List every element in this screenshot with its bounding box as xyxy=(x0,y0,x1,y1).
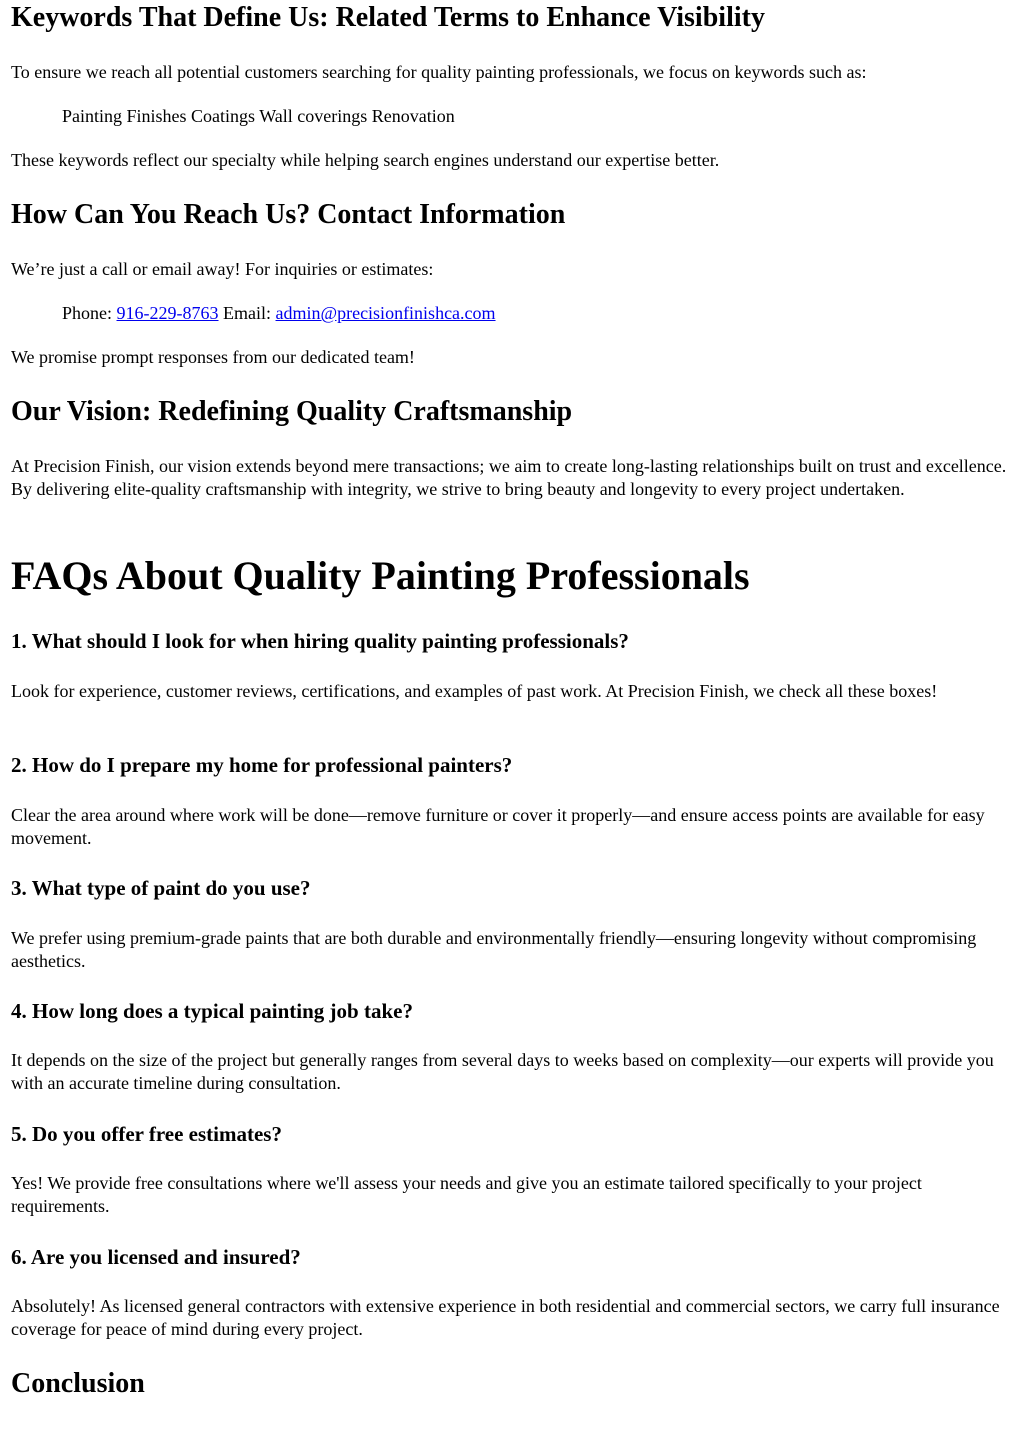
faq-answer-1: Look for experience, customer reviews, certifications, and examples of past work. At Precision Finish, we check all these boxes! xyxy=(11,681,938,701)
keywords-intro: To ensure we reach all potential customers searching for quality painting professionals, we focus on keywords such as: xyxy=(11,62,867,82)
faq-question-6: 6. Are you licensed and insured? xyxy=(11,1245,301,1269)
faq-question-4: 4. How long does a typical painting job take? xyxy=(11,999,413,1023)
faq-heading: FAQs About Quality Painting Professionals xyxy=(11,553,750,598)
faq-answer-5: Yes! We provide free consultations where we'll assess your needs and give you an estimate tailored specifically to your project requirements. xyxy=(11,1173,922,1216)
phone-link[interactable]: 916-229-8763 xyxy=(116,303,219,323)
email-label: Email: xyxy=(223,303,272,323)
faq-question-5: 5. Do you offer free estimates? xyxy=(11,1122,282,1146)
faq-question-1: 1. What should I look for when hiring quality painting professionals? xyxy=(11,629,629,653)
keywords-outro: These keywords reflect our specialty while helping search engines understand our expertise better. xyxy=(11,150,720,170)
vision-heading: Our Vision: Redefining Quality Craftsmanship xyxy=(11,396,573,427)
conclusion-heading: Conclusion xyxy=(11,1368,145,1399)
vision-body: At Precision Finish, our vision extends beyond mere transactions; we aim to create long-lasting relationships built on trust and excellence. By delivering elite-quality craftsmanship with integrity, we strive to bring beauty and longevity to every project undertaken. xyxy=(11,456,1007,499)
keywords-heading: Keywords That Define Us: Related Terms to Enhance Visibility xyxy=(11,2,765,33)
faq-answer-3: We prefer using premium-grade paints that are both durable and environmentally friendly—ensuring longevity without compromising aesthetics. xyxy=(11,928,977,971)
contact-details xyxy=(11,302,1024,325)
keywords-list: Painting Finishes Coatings Wall coverings Renovation xyxy=(62,106,455,126)
contact-heading: How Can You Reach Us? Contact Information xyxy=(11,199,566,230)
faq-question-2: 2. How do I prepare my home for professional painters? xyxy=(11,753,513,777)
phone-label: Phone: xyxy=(62,303,113,323)
contact-intro: We’re just a call or email away! For inquiries or estimates: xyxy=(11,259,434,279)
faq-answer-6: Absolutely! As licensed general contractors with extensive experience in both residential and commercial sectors, we carry full insurance coverage for peace of mind during every project. xyxy=(11,1296,1000,1339)
faq-answer-2: Clear the area around where work will be done—remove furniture or cover it properly—and ensure access points are available for easy movement. xyxy=(11,805,985,848)
faq-question-3: 3. What type of paint do you use? xyxy=(11,876,311,900)
contact-outro: We promise prompt responses from our dedicated team! xyxy=(11,347,415,367)
email-link[interactable]: admin@precisionfinishca.com xyxy=(275,303,496,323)
faq-answer-4: It depends on the size of the project but generally ranges from several days to weeks based on complexity—our experts will provide you with an accurate timeline during consultation. xyxy=(11,1050,994,1093)
